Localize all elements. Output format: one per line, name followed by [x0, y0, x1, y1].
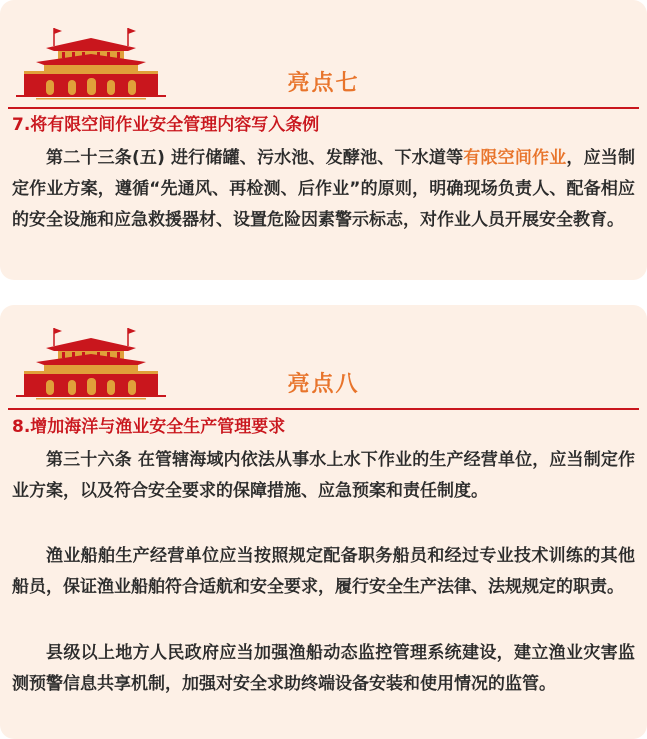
divider [8, 408, 639, 410]
section-heading: 8.增加海洋与渔业安全生产管理要求 [12, 417, 286, 437]
highlight-card-eight [0, 305, 647, 739]
article-paragraph [12, 143, 635, 236]
emphasis-text: 有限空间作业 [463, 148, 567, 168]
divider [8, 107, 639, 109]
article-paragraph: 第三十六条 在管辖海域内依法从事水上水下作业的生产经营单位，应当制定作业方案，以及符合安全要求的保障措施、应急预案和责任制度。 [12, 450, 635, 501]
article-paragraph: 渔业船舶生产经营单位应当按照规定配备职务船员和经过专业技术训练的其他船员，保证渔业船舶符合适航和安全要求，履行安全生产法律、法规规定的职责。 [12, 546, 635, 597]
highlight-title: 亮点八 [287, 372, 360, 397]
card-header [0, 305, 647, 411]
article-paragraph: 县级以上地方人民政府应当加强渔船动态监控管理系统建设，建立渔业灾害监测预警信息共享机制，加强对安全求助终端设备安装和使用情况的监管。 [12, 643, 635, 694]
section-heading: 7.将有限空间作业安全管理内容写入条例 [12, 115, 320, 135]
paragraph-text: 第二十三条(五) 进行储罐、污水池、发酵池、下水道等 [46, 148, 464, 168]
paragraph-text: ，应当制定作业方案，遵循“先通风、再检测、后作业”的原则，明确现场负责人、配备相应的安全设施和应急救援器材、设置危险因素警示标志，对作业人员开展安全教育。 [12, 148, 635, 230]
card-header [0, 0, 647, 110]
highlight-title: 亮点七 [287, 71, 360, 96]
highlight-card-seven [0, 0, 647, 280]
